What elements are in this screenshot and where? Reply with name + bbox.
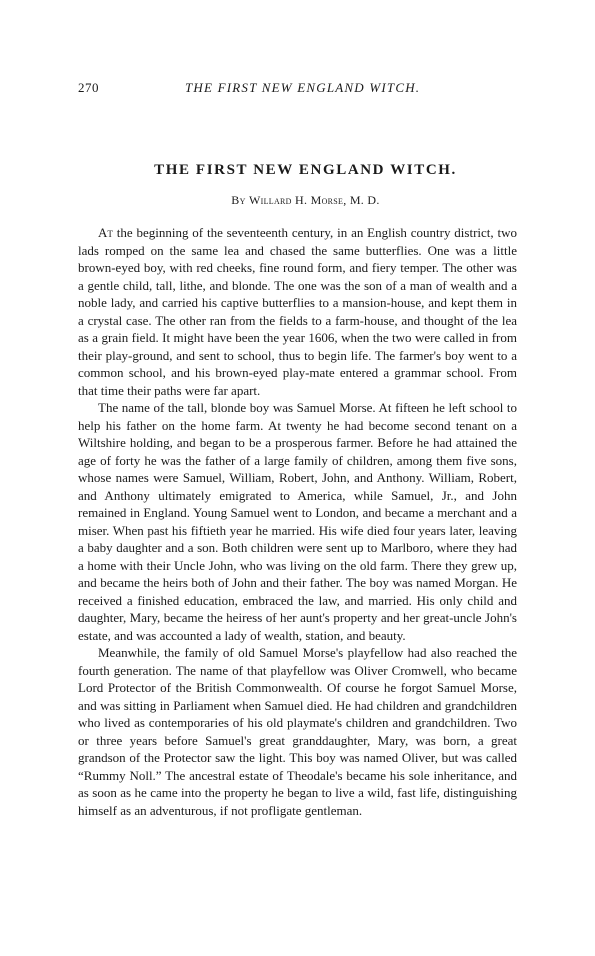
paragraph-1	[78, 224, 517, 399]
article-body	[78, 224, 517, 819]
paragraph-3: Meanwhile, the family of old Samuel Morse's playfellow had also reached the fourth generation. The name of that playfellow was Oliver Cromwell, who became Lord Protector of the British Commonwealth. Of course he forgot Samuel Morse, and was sitting in Parliament when Samuel died. He had children and grandchildren who lived as contemporaries of his old playmate's children and grandchildren. Two or three years before Samuel's great granddaughter, Mary, was born, a great grandson of the Protector saw the light. This boy was named Oliver, but was called “Rummy Noll.” The ancestral estate of Theodale's became his sole inheritance, and as soon as he came into the property he began to live a wild, fast life, distinguishing himself as an adventurous, if not profligate gentleman.	[78, 645, 517, 818]
article-title: THE FIRST NEW ENGLAND WITCH.	[154, 162, 457, 178]
byline-author: Willard H. Morse, M. D.	[249, 193, 380, 207]
page-header	[78, 79, 518, 97]
running-head: THE FIRST NEW ENGLAND WITCH.	[185, 80, 421, 95]
byline-prefix: By	[231, 193, 246, 207]
page-number: 270	[78, 80, 99, 95]
byline	[0, 192, 595, 208]
paragraph-2: The name of the tall, blonde boy was Samuel Morse. At fifteen he left school to help his father on the home farm. At twenty he had become second tenant on a Wiltshire holding, and began to be a prosperous farmer. Before he had attained the age of forty he was the father of a large family of children, among them five sons, whose names were Samuel, William, Robert, John, and Anthony. William, Robert, and Anthony ultimately emigrated to America, while Samuel, Jr., and John remained in England. Young Samuel went to London, and became a merchant and a miser. When past his fiftieth year he married. His wife died four years later, leaving a baby daughter and a son. Both children were sent up to Marlboro, where they had a home with their Uncle John, who was living on the old farm. There they grew up, and became the heirs both of John and their father. The boy was named Morgan. He received a finished education, embraced the law, and married. His only child and daughter, Mary, became the heiress of her aunt's property and her great-uncle John's estate, and was accounted a lady of wealth, station, and beauty.	[78, 400, 517, 643]
paragraph-1-text: the beginning of the seventeenth century, in an English country district, two lads romped on the same lea and chased the same butterflies. One was a little brown-eyed boy, with red cheeks, fine round form, and fiery temper. The other was a gentle child, tall, lithe, and blonde. The one was the son of a man of wealth and a noble lady, and carried his captive butterflies to a mansion-house, and kept them in a crystal case. The other ran from the fields to a farm-house, and thought of the lea as a grain field. It might have been the year 1606, when the two were called in from their play-ground, and sent to school, thus to begin life. The farmer's boy went to a common school, and his brown-eyed play-mate entered a grammar school. From that time their paths were far apart.	[78, 225, 517, 398]
opening-word: At	[98, 225, 113, 240]
